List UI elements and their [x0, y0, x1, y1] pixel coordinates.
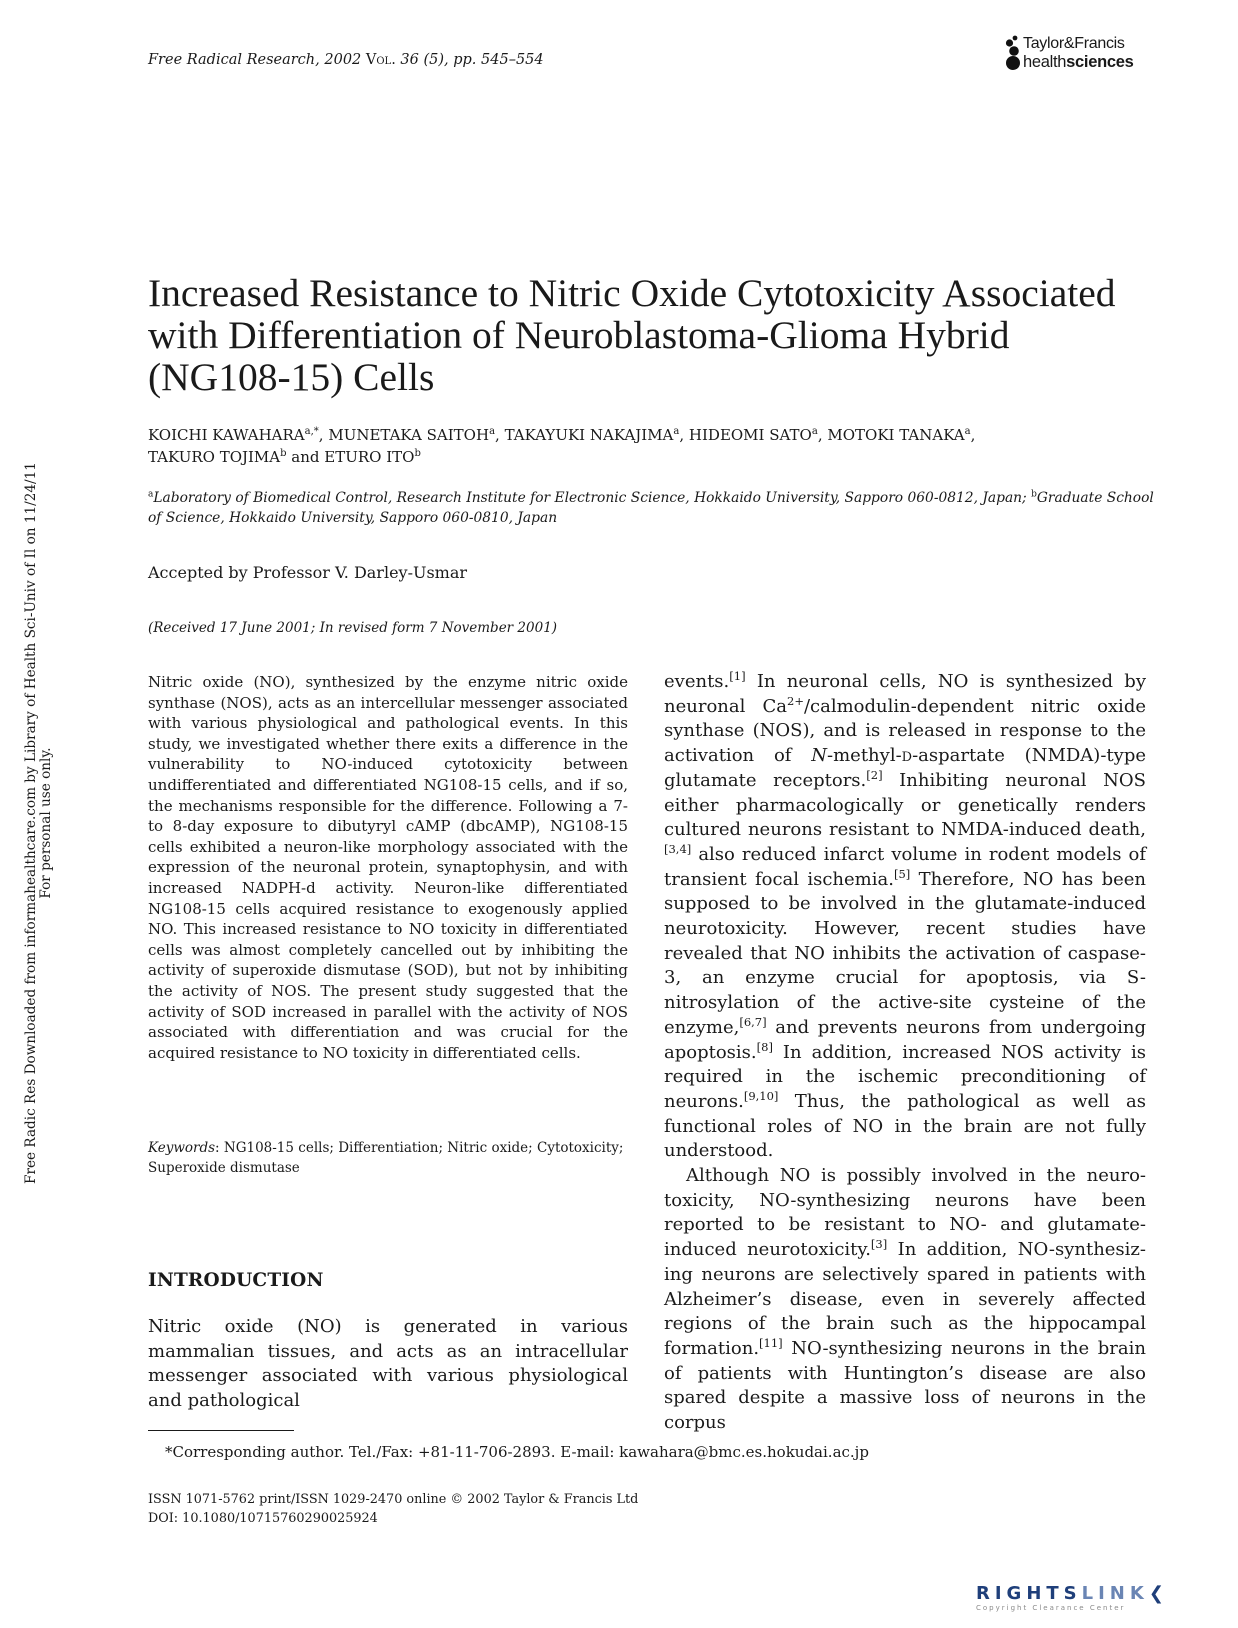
- rightslink-subtitle: Copyright Clearance Center: [976, 1604, 1126, 1612]
- download-notice-line1: Free Radic Res Downloaded from informahealthcare.com by Library of Health Sci-Univ of Il on 11/24/11: [23, 462, 39, 1184]
- author: TAKAYUKI NAKAJIMA$^a$,: [504, 426, 689, 444]
- article-title: Increased Resistance to Nitric Oxide Cytotoxicity Associated with Differentiation of Neuroblastoma-Glioma Hybrid (NG108-15) Cells: [148, 271, 1116, 399]
- accepted-by: Accepted by Professor V. Darley-Usmar: [148, 563, 468, 582]
- journal-name: Free Radical Research: [148, 52, 316, 68]
- body-paragraph: events.[1] In neuronal cells, NO is synthesized by neuronal $Ca^{2+}/calmodulin$-dependent nitric oxide synthase (NOS), and is released in response to the activation of N-methyl-d-aspartate (NMDA)-type glutamate receptors.[2] Inhibiting neuronal NOS either pharmacologically or genetically renders cultured neurons resistant to NMDA-induced death,[3,4] also reduced infarct volume in rodent models of transient focal ischemia.[5] Therefore, NO has been supposed to be involved in the glutamate-induced neurotoxicity. However, recent studies have revealed that NO inhibits the activation of caspase-3, an enzyme crucial for apoptosis, via S-nitrosylation of the active-site cysteine of the enzyme,[6,7] and prevents neurons from undergoing apoptosis.[8] In addition, increased NOS activity is required in the ischemic preconditioning of neurons.[9,10] Thus, the pathological as well as functional roles of NO in the brain are not fully understood.: [664, 669, 1146, 1162]
- affiliations: $^a$Laboratory of Biomedical Control, Research Institute for Electronic Science, Hokkaido University, Sapporo 060-0812, Japan; $^b$Graduate School of Science, Hokkaido University, Sapporo 060-0810, Japan: [148, 489, 1154, 526]
- introduction-column-right: [664, 670, 1146, 1436]
- author-list: [148, 424, 1158, 468]
- received-dates: (Received 17 June 2001; In revised form 7 November 2001): [148, 620, 558, 636]
- issn-doi: [148, 1490, 638, 1528]
- publisher-logo: [1003, 34, 1153, 74]
- author: HIDEOMI SATO$^a$,: [688, 426, 828, 444]
- issn-line: ISSN 1071-5762 print/ISSN 1029-2470 online © 2002 Taylor & Francis Ltd: [148, 1492, 639, 1507]
- publisher-dots-icon: [1003, 34, 1023, 74]
- author: MUNETAKA SAITOH$^a$,: [328, 426, 505, 444]
- rightslink-logo: RIGHTSLINK❮ Copyright Clearance Center: [976, 1583, 1169, 1612]
- download-notice-line2: For personal use only.: [38, 747, 54, 899]
- doi-line: DOI: 10.1080/10715760290025924: [148, 1511, 378, 1526]
- publisher-name: Taylor&Francis: [1023, 35, 1125, 52]
- author: MOTOKI TANAKA$^a$,: [827, 426, 976, 444]
- author: TAKURO TOJIMA$^b$ and: [148, 448, 325, 466]
- download-notice: [0, 462, 54, 1184]
- corresponding-author-footnote: *Corresponding author. Tel./Fax: +81-11-706-2893. E-mail: kawahara@bmc.es.hokudai.ac.jp: [165, 1443, 869, 1461]
- footnote-divider: [148, 1430, 294, 1431]
- keywords: Keywords: NG108-15 cells; Differentiation; Nitric oxide; Cytotoxicity; Superoxide dismutase: [148, 1140, 624, 1176]
- author: KOICHI $KAWAHARA^{a,*}$,: [148, 426, 329, 444]
- journal-citation: Free Radical Research, 2002 Vol. 36 (5), pp. 545–554: [148, 52, 544, 68]
- body-paragraph: Although NO is possibly involved in the neuro-toxicity, NO-synthesizing neurons have been reported to be resistant to NO- and glutamate-induced neurotoxicity.[3] In addition, NO-synthesiz-ing neurons are selectively spared in patients with Alzheimer’s disease, even in severely affected regions of the brain such as the hippocampal formation.[11] NO-synthesizing neurons in the brain of patients with Huntington’s disease are also spared despite a massive loss of neurons in the corpus: [664, 1165, 1146, 1434]
- author: ETURO ITO$^b$: [324, 448, 421, 466]
- abstract: Nitric oxide (NO), synthesized by the enzyme nitric oxide synthase (NOS), acts as an intercellular messenger associated with various physiological and pathological events. In this study, we investigated whether there exits a difference in the vulnerability to NO-induced cytotoxicity between undifferentiated and differentiated NG108-15 cells, and if so, the mechanisms responsible for the difference. Following a 7- to 8-day exposure to dibutyryl cAMP (dbcAMP), NG108-15 cells exhibited a neuron-like morphology associated with the expression of the neuronal protein, synaptophysin, and with increased NADPH-d activity. Neuron-like differentiated NG108-15 cells acquired resistance to exogenously applied NO. This increased resistance to NO toxicity in differentiated cells was almost completely cancelled out by inhibiting the activity of superoxide dismutase (SOD), but not by inhibiting the activity of NOS. The present study suggested that the activity of SOD increased in parallel with the activity of NOS associated with differentiation and was crucial for the acquired resistance to NO toxicity in differentiated cells.: [148, 673, 628, 1062]
- publisher-division: healthsciences: [1023, 53, 1134, 71]
- section-heading-introduction: INTRODUCTION: [148, 1270, 324, 1291]
- introduction-paragraph-left: Nitric oxide (NO) is generated in various mammalian tissues, and acts as an intracellular messenger associated with various physiological and pathological: [148, 1316, 628, 1411]
- rightslink-arrow-icon: ❮: [1148, 1583, 1169, 1604]
